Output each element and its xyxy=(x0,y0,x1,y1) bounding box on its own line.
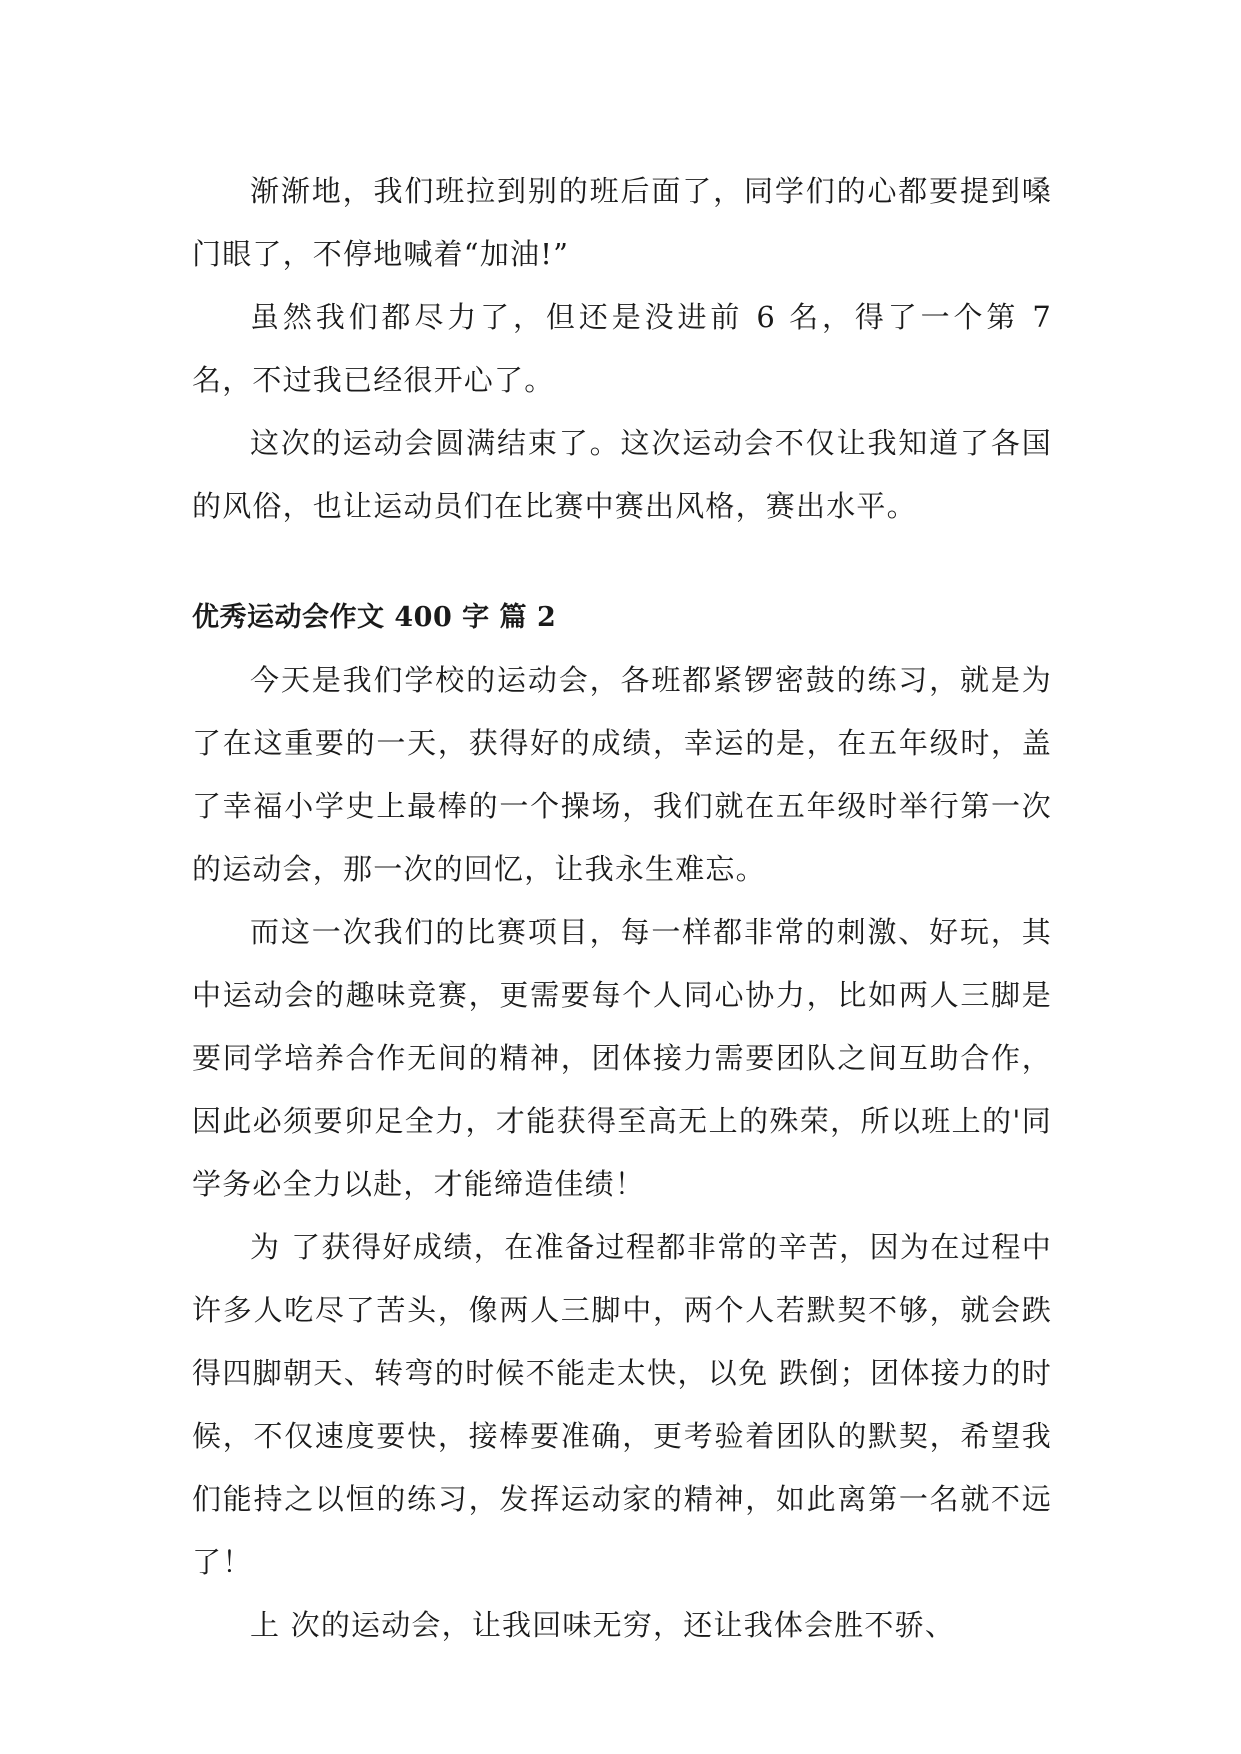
section-title: 优秀运动会作文 400 字 篇 2 xyxy=(192,602,557,633)
document-page xyxy=(192,160,1052,1657)
paragraph: 今天是我们学校的运动会，各班都紧锣密鼓的练习，就是为了在这重要的一天，获得好的成绩，幸运的是，在五年级时，盖了幸福小学史上最棒的一个操场，我们就在五年级时举行第一次的运动会，那一次的回忆，让我永生难忘。 xyxy=(192,663,1052,886)
paragraph: 虽然我们都尽力了，但还是没进前 6 名，得了一个第 7 名，不过我已经很开心了。 xyxy=(192,300,1052,397)
paragraph: 上 次的运动会，让我回味无穷，还让我体会胜不骄、 xyxy=(250,1608,956,1642)
paragraph: 为 了获得好成绩，在准备过程都非常的辛苦，因为在过程中许多人吃尽了苦头，像两人三脚中，两个人若默契不够，就会跌得四脚朝天、转弯的时候不能走太快，以免 跌倒；团体接力的时候，不仅速度要快，接棒要准确，更考验着团队的默契，希望我们能持之以恒的练习，发挥运动家的精神，如此离第一名就不远了！ xyxy=(192,1230,1052,1579)
paragraph: 渐渐地，我们班拉到别的班后面了，同学们的心都要提到嗓门眼了，不停地喊着“加油!” xyxy=(192,174,1052,271)
paragraph: 而这一次我们的比赛项目，每一样都非常的刺激、好玩，其中运动会的趣味竞赛，更需要每个人同心协力，比如两人三脚是要同学培养合作无间的精神，团体接力需要团队之间互助合作，因此必须要卯足全力，才能获得至高无上的殊荣，所以班上的'同学务必全力以赴，才能缔造佳绩！ xyxy=(192,915,1052,1201)
paragraph: 这次的运动会圆满结束了。这次运动会不仅让我知道了各国的风俗，也让运动员们在比赛中赛出风格，赛出水平。 xyxy=(192,426,1052,523)
